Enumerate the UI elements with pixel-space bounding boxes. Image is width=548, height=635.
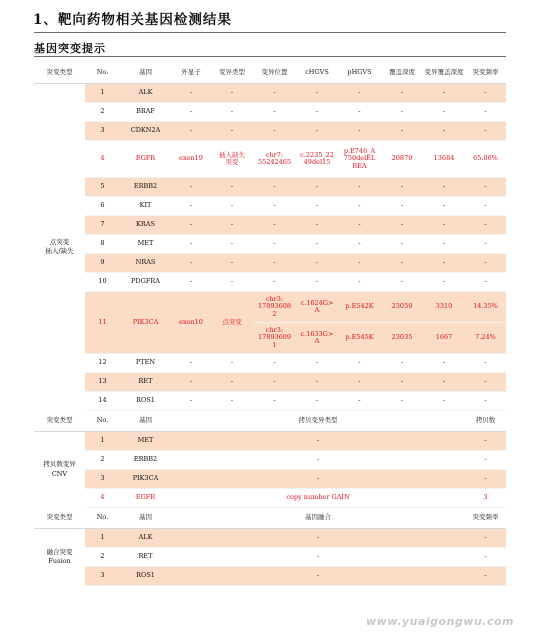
table-row xyxy=(34,216,506,235)
table-cell: - xyxy=(338,254,381,273)
table-cell: - xyxy=(381,197,423,216)
table-cell: 3 xyxy=(465,489,506,508)
table-cell: p.E746_A 750delEL REA xyxy=(338,141,381,178)
gene-name: MET xyxy=(120,235,171,254)
row-number: 12 xyxy=(85,354,120,373)
table-row xyxy=(34,292,506,323)
column-header: 突变类型 xyxy=(34,508,85,529)
table-cell: - xyxy=(423,178,465,197)
table-cell: - xyxy=(423,235,465,254)
gene-name: ALK xyxy=(120,529,171,548)
table-row xyxy=(34,178,506,197)
table-cell: - xyxy=(338,373,381,392)
table-cell: - xyxy=(465,235,506,254)
table-cell: 23059 xyxy=(381,292,423,323)
table-cell: exon10 xyxy=(171,292,211,354)
column-header: No. xyxy=(85,63,120,84)
row-number: 13 xyxy=(85,373,120,392)
table-cell: exon19 xyxy=(171,141,211,178)
table-cell: - xyxy=(211,392,253,411)
gene-name: BRAF xyxy=(120,103,171,122)
table-cell: - xyxy=(465,122,506,141)
table-row xyxy=(34,273,506,292)
gene-name: ALK xyxy=(120,84,171,103)
table-cell: - xyxy=(211,254,253,273)
row-number: 8 xyxy=(85,235,120,254)
table-cell: - xyxy=(171,373,211,392)
column-header: 拷贝数 xyxy=(465,411,506,432)
table-cell: - xyxy=(211,178,253,197)
table-cell: - xyxy=(423,197,465,216)
table-cell: - xyxy=(296,235,338,254)
table-cell: c.2235_22 49del15 xyxy=(296,141,338,178)
table-cell: 7.24% xyxy=(465,323,506,354)
table-row xyxy=(34,373,506,392)
table-row xyxy=(34,122,506,141)
table-cell: - xyxy=(338,273,381,292)
table-cell: - xyxy=(465,273,506,292)
table-cell: 13684 xyxy=(423,141,465,178)
gene-name: NRAS xyxy=(120,254,171,273)
table-cell: - xyxy=(253,197,296,216)
row-number: 14 xyxy=(85,392,120,411)
table-cell: 23035 xyxy=(381,323,423,354)
table-cell: - xyxy=(381,273,423,292)
group-label-point-mutation: 点突变 插入/缺失 xyxy=(34,84,85,411)
table-cell: - xyxy=(465,392,506,411)
table-header-row xyxy=(34,508,506,529)
table-cell: - xyxy=(423,254,465,273)
gene-name: PDGFRA xyxy=(120,273,171,292)
row-number: 3 xyxy=(85,470,120,489)
table-cell: - xyxy=(211,216,253,235)
table-cell: c.1624G> A xyxy=(296,292,338,323)
row-number: 4 xyxy=(85,489,120,508)
group-label-fusion: 融合突变 Fusion xyxy=(34,529,85,586)
table-cell: - xyxy=(253,254,296,273)
column-header: 基因 xyxy=(120,63,171,84)
table-cell: - xyxy=(253,373,296,392)
table-cell: - xyxy=(253,273,296,292)
table-cell: - xyxy=(381,178,423,197)
table-cell: - xyxy=(171,451,465,470)
table-cell: - xyxy=(211,273,253,292)
table-row xyxy=(34,529,506,548)
table-cell: - xyxy=(465,254,506,273)
column-header: No. xyxy=(85,411,120,432)
table-cell: - xyxy=(253,235,296,254)
column-header: pHGVS xyxy=(338,63,381,84)
table-cell: chr3: 17893609 1 xyxy=(253,323,296,354)
table-cell: - xyxy=(296,216,338,235)
table-cell: - xyxy=(171,432,465,451)
gene-name: CDKN2A xyxy=(120,122,171,141)
row-number: 1 xyxy=(85,432,120,451)
table-header-row xyxy=(34,411,506,432)
watermark: www.yuaigongwu.com xyxy=(366,615,515,628)
table-cell: - xyxy=(423,84,465,103)
table-cell: 插入缺失 突变 xyxy=(211,141,253,178)
table-cell: - xyxy=(253,216,296,235)
table-cell: - xyxy=(423,373,465,392)
row-number: 2 xyxy=(85,548,120,567)
table-cell: - xyxy=(465,216,506,235)
row-number: 10 xyxy=(85,273,120,292)
row-number: 3 xyxy=(85,567,120,586)
table-cell: - xyxy=(171,84,211,103)
table-cell: - xyxy=(465,84,506,103)
gene-name: PIK3CA xyxy=(120,292,171,354)
table-cell: - xyxy=(423,392,465,411)
table-cell: - xyxy=(338,392,381,411)
table-cell: - xyxy=(423,354,465,373)
table-row xyxy=(34,84,506,103)
table-cell: - xyxy=(211,197,253,216)
group-label-cnv: 拷贝数变异 CNV xyxy=(34,432,85,508)
column-header: 基因融合 xyxy=(171,508,465,529)
table-cell: 20879 xyxy=(381,141,423,178)
column-header: 变异覆盖深度 xyxy=(423,63,465,84)
column-header: 突变频率 xyxy=(465,63,506,84)
table-cell: - xyxy=(211,84,253,103)
table-row xyxy=(34,354,506,373)
row-number: 4 xyxy=(85,141,120,178)
table-cell: - xyxy=(296,122,338,141)
subtitle-divider xyxy=(34,56,506,57)
table-cell: - xyxy=(423,216,465,235)
gene-name: ROS1 xyxy=(120,392,171,411)
table-cell: - xyxy=(465,567,506,586)
row-number: 2 xyxy=(85,451,120,470)
table-cell: - xyxy=(253,84,296,103)
table-cell: - xyxy=(465,354,506,373)
mutation-table xyxy=(34,63,506,586)
table-row xyxy=(34,451,506,470)
table-cell: copy number GAIN xyxy=(171,489,465,508)
table-cell: - xyxy=(171,216,211,235)
table-cell: - xyxy=(171,567,465,586)
table-cell: - xyxy=(381,392,423,411)
table-cell: 点突变 xyxy=(211,292,253,354)
table-cell: - xyxy=(171,548,465,567)
table-cell: - xyxy=(296,392,338,411)
table-cell: - xyxy=(171,273,211,292)
table-cell: 14.35% xyxy=(465,292,506,323)
table-cell: - xyxy=(338,122,381,141)
table-cell: - xyxy=(171,254,211,273)
table-cell: - xyxy=(465,432,506,451)
gene-name: PTEN xyxy=(120,354,171,373)
table-cell: 3310 xyxy=(423,292,465,323)
row-number: 5 xyxy=(85,178,120,197)
table-cell: - xyxy=(171,470,465,489)
table-cell: - xyxy=(211,122,253,141)
column-header: 基因 xyxy=(120,411,171,432)
table-row xyxy=(34,548,506,567)
row-number: 11 xyxy=(85,292,120,354)
table-cell: - xyxy=(465,103,506,122)
table-row xyxy=(34,567,506,586)
column-header: cHGVS xyxy=(296,63,338,84)
table-cell: - xyxy=(465,197,506,216)
gene-name: KIT xyxy=(120,197,171,216)
gene-name: ERBB2 xyxy=(120,451,171,470)
table-row xyxy=(34,254,506,273)
table-cell: - xyxy=(423,122,465,141)
table-cell: - xyxy=(253,392,296,411)
row-number: 1 xyxy=(85,529,120,548)
table-cell: - xyxy=(296,273,338,292)
column-header: 变异位置 xyxy=(253,63,296,84)
table-cell: - xyxy=(381,254,423,273)
table-cell: - xyxy=(338,178,381,197)
column-header: 突变频率 xyxy=(465,508,506,529)
row-number: 7 xyxy=(85,216,120,235)
table-cell: 1667 xyxy=(423,323,465,354)
section-subtitle: 基因突变提示 xyxy=(34,42,106,55)
column-header: 变异类型 xyxy=(211,63,253,84)
gene-name: ERBB2 xyxy=(120,178,171,197)
gene-name: EGFR xyxy=(120,489,171,508)
table-cell: - xyxy=(338,235,381,254)
table-cell: - xyxy=(381,84,423,103)
gene-name: RET xyxy=(120,548,171,567)
table-cell: - xyxy=(296,197,338,216)
table-cell: - xyxy=(381,103,423,122)
table-row xyxy=(34,489,506,508)
table-cell: - xyxy=(296,373,338,392)
table-cell: - xyxy=(296,178,338,197)
table-cell: - xyxy=(338,103,381,122)
table-cell: - xyxy=(171,392,211,411)
row-number: 6 xyxy=(85,197,120,216)
table-cell: 65.06% xyxy=(465,141,506,178)
table-cell: - xyxy=(465,470,506,489)
table-cell: - xyxy=(465,451,506,470)
row-number: 1 xyxy=(85,84,120,103)
table-cell: - xyxy=(465,529,506,548)
table-cell: - xyxy=(171,178,211,197)
gene-name: ROS1 xyxy=(120,567,171,586)
table-cell: p.E542K xyxy=(338,292,381,323)
gene-name: MET xyxy=(120,432,171,451)
column-header: 外显子 xyxy=(171,63,211,84)
column-header: 基因 xyxy=(120,508,171,529)
gene-name: KRAS xyxy=(120,216,171,235)
row-number: 3 xyxy=(85,122,120,141)
table-cell: - xyxy=(296,254,338,273)
column-header: 覆盖深度 xyxy=(381,63,423,84)
table-cell: - xyxy=(465,548,506,567)
table-cell: - xyxy=(253,354,296,373)
column-header: 突变类型 xyxy=(34,411,85,432)
table-cell: - xyxy=(381,354,423,373)
row-number: 2 xyxy=(85,103,120,122)
title-divider xyxy=(34,32,506,33)
table-cell: - xyxy=(296,354,338,373)
table-cell: - xyxy=(253,103,296,122)
table-cell: - xyxy=(211,354,253,373)
page-title: 1、靶向药物相关基因检测结果 xyxy=(33,12,232,28)
table-cell: - xyxy=(423,103,465,122)
table-row xyxy=(34,432,506,451)
column-header: No. xyxy=(85,508,120,529)
table-cell: - xyxy=(296,84,338,103)
table-cell: - xyxy=(171,529,465,548)
table-cell: c.1633G> A xyxy=(296,323,338,354)
row-number: 9 xyxy=(85,254,120,273)
table-cell: - xyxy=(338,84,381,103)
column-header: 拷贝变异类型 xyxy=(171,411,465,432)
table-cell: - xyxy=(381,122,423,141)
table-cell: - xyxy=(171,122,211,141)
table-cell: - xyxy=(211,235,253,254)
table-cell: chr3: 17893608 2 xyxy=(253,292,296,323)
table-cell: - xyxy=(171,197,211,216)
table-cell: - xyxy=(338,354,381,373)
table-cell: - xyxy=(465,373,506,392)
gene-name: EGFR xyxy=(120,141,171,178)
table-cell: - xyxy=(211,103,253,122)
table-header-row xyxy=(34,63,506,84)
table-cell: - xyxy=(253,122,296,141)
table-cell: - xyxy=(381,235,423,254)
table-cell: - xyxy=(338,216,381,235)
table-cell: - xyxy=(338,197,381,216)
table-row xyxy=(34,235,506,254)
table-cell: - xyxy=(171,354,211,373)
table-cell: - xyxy=(253,178,296,197)
table-cell: - xyxy=(381,373,423,392)
table-cell: - xyxy=(423,273,465,292)
table-cell: - xyxy=(465,178,506,197)
table-row xyxy=(34,470,506,489)
table-cell: chr7: 55242465 xyxy=(253,141,296,178)
column-header: 突变类型 xyxy=(34,63,85,84)
table-cell: - xyxy=(211,373,253,392)
table-row xyxy=(34,392,506,411)
table-cell: p.E545K xyxy=(338,323,381,354)
table-cell: - xyxy=(171,103,211,122)
table-cell: - xyxy=(296,103,338,122)
table-row xyxy=(34,197,506,216)
gene-name: PIK3CA xyxy=(120,470,171,489)
table-cell: - xyxy=(381,216,423,235)
gene-name: RET xyxy=(120,373,171,392)
table-row xyxy=(34,141,506,178)
table-row xyxy=(34,103,506,122)
table-cell: - xyxy=(171,235,211,254)
